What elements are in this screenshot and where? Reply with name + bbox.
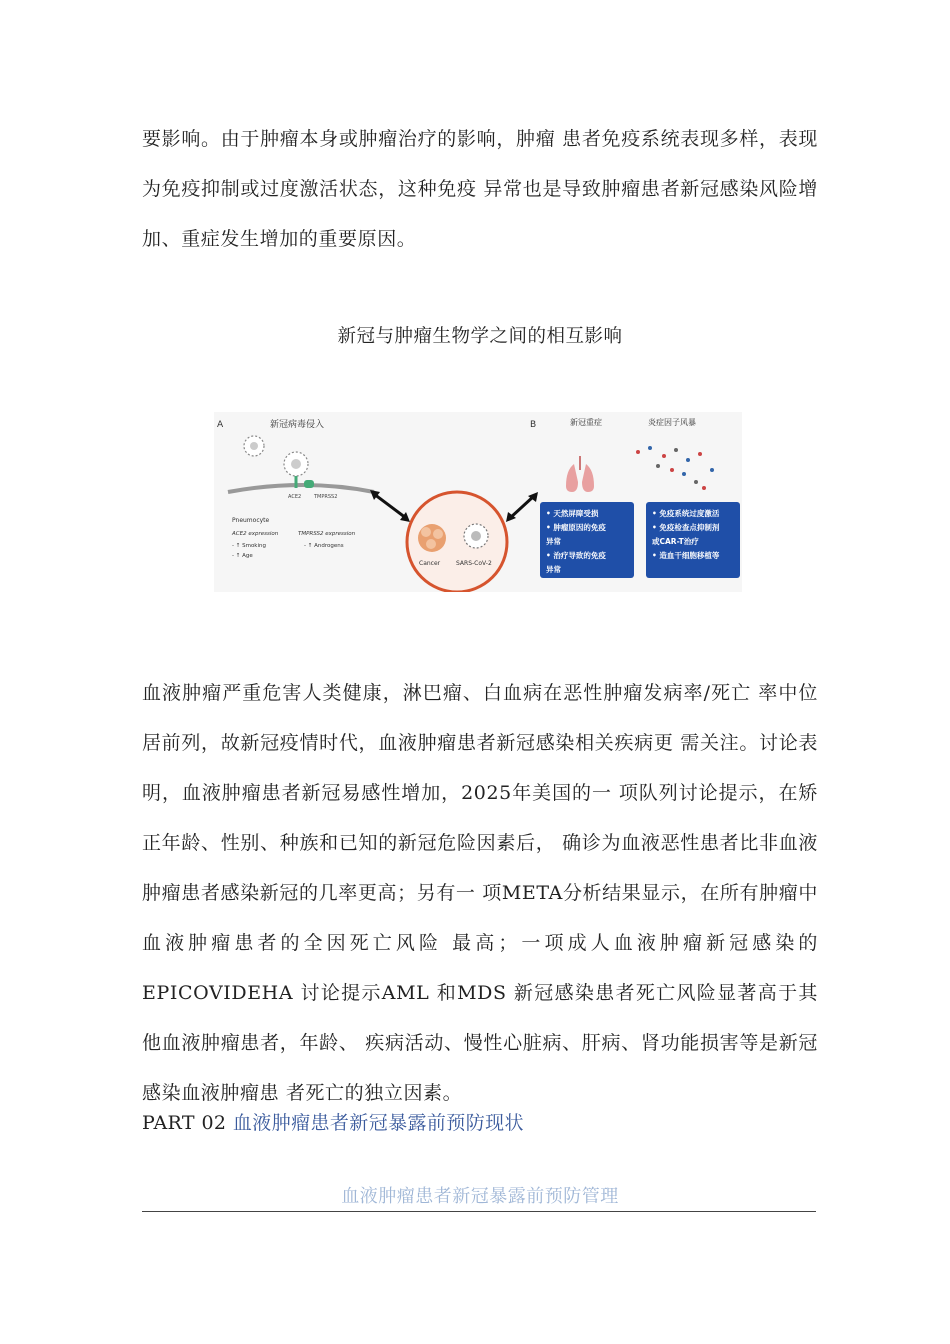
box-line: • 造血干细胞移植等 (652, 551, 720, 560)
figure-graphic (214, 412, 742, 592)
figure-caption: 新冠与肿瘤生物学之间的相互影响 (337, 326, 623, 347)
box-line: • 天然屏障受损 (546, 509, 599, 518)
box-line: • 免疫系统过度激活 (652, 509, 720, 518)
label-sars-cov-2: SARS-CoV-2 (456, 560, 492, 567)
body-paragraph: 血液肿瘤严重危害人类健康，淋巴瘤、白血病在恶性肿瘤发病率/死亡 率中位居前列，故新冠疫情时代，血液肿瘤患者新冠感染相关疾病更 需关注。讨论表明，血液肿瘤患者新冠易感性增加，2025年美国的一 项队列讨论提示，在矫正年龄、性别、种族和已知的新冠危险因素后， 确诊为血液恶性患者比非血液肿瘤患者感染新冠的几率更高；另有一 项META分析结果显示，在所有肿瘤中血液肿瘤患者的全因死亡风险 最高；一项成人血液肿瘤新冠感染的EPICOVIDEHA 讨论提示AML 和MDS 新冠感染患者死亡风险显著高于其他血液肿瘤患者，年龄、 疾病活动、慢性心脏病、肝病、肾功能损害等是新冠感染血液肿瘤患 者死亡的独立因素。 (142, 682, 818, 1104)
panel-b-severe-title: 新冠重症 (570, 418, 602, 427)
lungs-icon (566, 456, 594, 492)
section-subheading: 血液肿瘤患者新冠暴露前预防管理 (341, 1186, 619, 1207)
double-arrow-icon (370, 490, 410, 522)
box-line: 异常 (546, 565, 561, 574)
figure-covid-cancer (214, 412, 742, 592)
cytokine-storm-icon (636, 446, 714, 490)
label-age: - ↑ Age (232, 553, 253, 559)
label-androgens: - ↑ Androgens (304, 543, 344, 549)
label-ace2: ACE2 (288, 494, 302, 500)
part-title: 血液肿瘤患者新冠暴露前预防现状 (232, 1112, 524, 1134)
label-smoking: - ↑ Smoking (232, 543, 266, 549)
box-line: • 免疫检查点抑制剂 (652, 523, 720, 532)
panel-b-letter: B (530, 420, 537, 430)
label-tmprss2: TMPRSS2 (314, 494, 338, 500)
part-prefix: PART 02 (142, 1112, 227, 1134)
tmprss2-protease (304, 480, 314, 488)
virus-icon (244, 436, 264, 456)
label-pneumocyte: Pneumocyte (232, 517, 270, 524)
label-ace2-expression: ACE2 expression (232, 531, 279, 537)
part-heading (142, 1108, 524, 1135)
label-cancer: Cancer (419, 560, 441, 567)
box-line: • 治疗导致的免疫 (546, 551, 606, 560)
panel-a-title: 新冠病毒侵入 (270, 420, 325, 430)
label-tmprss2-expression: TMPRSS2 expression (298, 531, 356, 537)
cell-membrane (228, 485, 374, 492)
virus-icon (464, 524, 488, 548)
virus-icon (284, 452, 308, 476)
cancer-cells-icon (418, 524, 446, 552)
intro-paragraph: 要影响。由于肿瘤本身或肿瘤治疗的影响，肿瘤 患者免疫系统表现多样，表现为免疫抑制或过度激活状态，这种免疫 异常也是导致肿瘤患者新冠感染风险增加、重症发生增加的重要原因。 (142, 128, 818, 250)
divider (142, 1211, 816, 1212)
double-arrow-icon (506, 492, 538, 522)
box-line: 或CAR-T治疗 (652, 537, 699, 546)
panel-b-storm-title: 炎症因子风暴 (648, 418, 696, 427)
panel-a-letter: A (217, 420, 224, 430)
box-line: 异常 (546, 537, 561, 546)
box-line: • 肿瘤原因的免疫 (546, 523, 606, 532)
